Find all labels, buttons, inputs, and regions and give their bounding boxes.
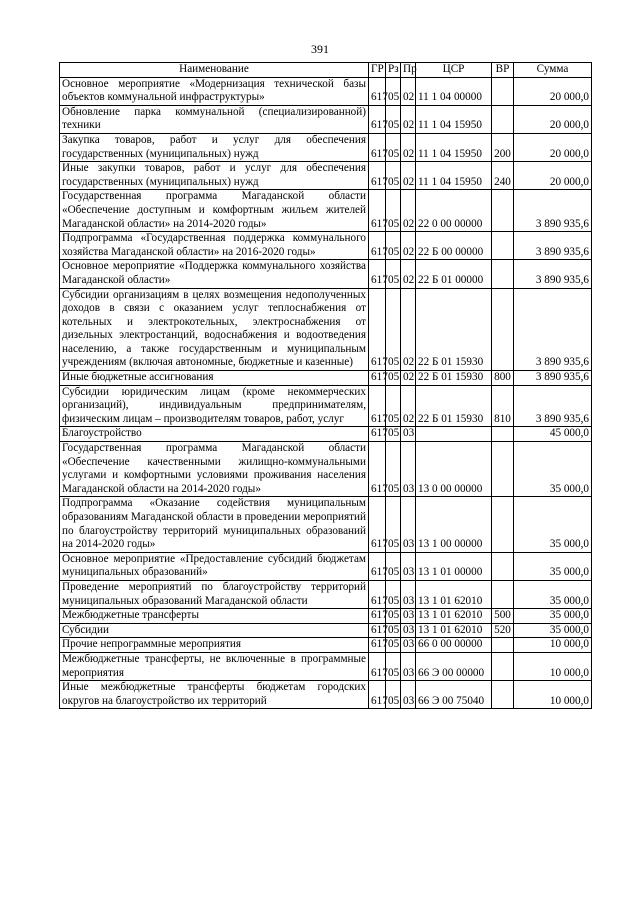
table-row [60, 371, 592, 386]
cell-name: Проведение мероприятий по благоустройству территорий муниципальных образований Магаданской области [60, 580, 369, 608]
cell-vr [492, 232, 514, 260]
cell-pr: 02 [401, 105, 416, 133]
cell-vr [492, 497, 514, 552]
page-number: 391 [311, 42, 329, 56]
cell-rz: 05 [386, 427, 401, 442]
cell-gr: 617 [369, 385, 386, 427]
table-row [60, 385, 592, 427]
cell-vr: 500 [492, 609, 514, 624]
table-row [60, 190, 592, 232]
cell-gr: 617 [369, 580, 386, 608]
cell-name: Иные закупки товаров, работ и услуг для обеспечения государственных (муниципальных) нужд [60, 162, 369, 190]
cell-rz: 05 [386, 371, 401, 386]
cell-pr: 03 [401, 652, 416, 680]
cell-sum: 3 890 935,6 [514, 385, 592, 427]
cell-gr: 617 [369, 427, 386, 442]
cell-name: Межбюджетные трансферты, не включенные в программные мероприятия [60, 652, 369, 680]
cell-name: Межбюджетные трансферты [60, 609, 369, 624]
table-row [60, 638, 592, 653]
cell-pr: 02 [401, 385, 416, 427]
cell-gr: 617 [369, 442, 386, 497]
table-row [60, 580, 592, 608]
cell-rz: 05 [386, 623, 401, 638]
cell-gr: 617 [369, 623, 386, 638]
cell-name: Государственная программа Магаданской области «Обеспечение доступным и комфортным жильем жителей Магаданской области» на 2014-2020 годы» [60, 190, 369, 232]
cell-csr: 22 0 00 00000 [416, 190, 492, 232]
cell-rz: 05 [386, 638, 401, 653]
cell-vr: 200 [492, 133, 514, 161]
cell-csr: 22 Б 00 00000 [416, 232, 492, 260]
cell-name: Обновление парка коммунальной (специализированной) техники [60, 105, 369, 133]
header-name: Наименование [60, 63, 369, 78]
cell-gr: 617 [369, 105, 386, 133]
cell-rz: 05 [386, 552, 401, 580]
cell-sum: 35 000,0 [514, 580, 592, 608]
budget-table [59, 62, 592, 709]
cell-pr: 02 [401, 77, 416, 105]
cell-csr [416, 427, 492, 442]
cell-sum: 3 890 935,6 [514, 288, 592, 371]
table-header-row [60, 63, 592, 78]
cell-sum: 35 000,0 [514, 609, 592, 624]
cell-name: Государственная программа Магаданской области «Обеспечение качественными жилищно-коммунальными услугами и комфортными условиями проживания населения Магаданской области на 2014-2020 годы» [60, 442, 369, 497]
cell-gr: 617 [369, 652, 386, 680]
cell-pr: 03 [401, 681, 416, 709]
cell-gr: 617 [369, 681, 386, 709]
cell-rz: 05 [386, 497, 401, 552]
cell-csr: 66 Э 00 00000 [416, 652, 492, 680]
cell-sum: 3 890 935,6 [514, 371, 592, 386]
cell-csr: 13 1 01 62010 [416, 609, 492, 624]
cell-sum: 10 000,0 [514, 638, 592, 653]
table-row [60, 609, 592, 624]
cell-sum: 20 000,0 [514, 105, 592, 133]
cell-rz: 05 [386, 609, 401, 624]
cell-pr: 02 [401, 232, 416, 260]
cell-rz: 05 [386, 105, 401, 133]
cell-sum: 3 890 935,6 [514, 260, 592, 288]
cell-csr: 22 Б 01 15930 [416, 288, 492, 371]
cell-name: Субсидии [60, 623, 369, 638]
cell-name: Подпрограмма «Государственная поддержка коммунального хозяйства Магаданской области» на 2016-2020 годы» [60, 232, 369, 260]
cell-sum: 3 890 935,6 [514, 190, 592, 232]
cell-pr: 03 [401, 442, 416, 497]
table-row [60, 105, 592, 133]
cell-csr: 13 1 01 62010 [416, 580, 492, 608]
cell-pr: 03 [401, 552, 416, 580]
cell-pr: 02 [401, 371, 416, 386]
cell-rz: 05 [386, 385, 401, 427]
cell-sum: 35 000,0 [514, 623, 592, 638]
cell-gr: 617 [369, 609, 386, 624]
cell-pr: 03 [401, 609, 416, 624]
cell-vr [492, 77, 514, 105]
cell-pr: 02 [401, 133, 416, 161]
cell-vr [492, 427, 514, 442]
cell-csr: 13 1 00 00000 [416, 497, 492, 552]
cell-vr [492, 681, 514, 709]
cell-gr: 617 [369, 260, 386, 288]
cell-csr: 13 1 01 62010 [416, 623, 492, 638]
cell-gr: 617 [369, 133, 386, 161]
cell-vr [492, 190, 514, 232]
header-pr: Пр [401, 63, 416, 78]
cell-rz: 05 [386, 442, 401, 497]
table-row [60, 497, 592, 552]
table-row [60, 681, 592, 709]
cell-pr: 02 [401, 190, 416, 232]
table-row [60, 77, 592, 105]
cell-name: Основное мероприятие «Модернизация технической базы объектов коммунальной инфраструктуры» [60, 77, 369, 105]
cell-vr: 800 [492, 371, 514, 386]
table-row [60, 133, 592, 161]
cell-sum: 45 000,0 [514, 427, 592, 442]
cell-gr: 617 [369, 288, 386, 371]
header-rz: Рз [386, 63, 401, 78]
table-row [60, 552, 592, 580]
cell-gr: 617 [369, 371, 386, 386]
cell-pr: 02 [401, 162, 416, 190]
table-row [60, 260, 592, 288]
cell-name: Субсидии юридическим лицам (кроме некоммерческих организаций), индивидуальным предпринимателям, физическим лицам – производителям товаров, работ, услуг [60, 385, 369, 427]
cell-vr [492, 580, 514, 608]
cell-name: Иные межбюджетные трансферты бюджетам городских округов на благоустройство их территорий [60, 681, 369, 709]
table-row [60, 442, 592, 497]
cell-name: Прочие непрограммные мероприятия [60, 638, 369, 653]
cell-csr: 11 1 04 15950 [416, 162, 492, 190]
cell-pr: 03 [401, 623, 416, 638]
cell-csr: 22 Б 01 00000 [416, 260, 492, 288]
cell-gr: 617 [369, 232, 386, 260]
cell-sum: 10 000,0 [514, 652, 592, 680]
cell-rz: 05 [386, 162, 401, 190]
cell-vr: 810 [492, 385, 514, 427]
cell-sum: 10 000,0 [514, 681, 592, 709]
cell-rz: 05 [386, 652, 401, 680]
cell-pr: 02 [401, 260, 416, 288]
cell-csr: 22 Б 01 15930 [416, 385, 492, 427]
header-csr: ЦСР [416, 63, 492, 78]
cell-sum: 20 000,0 [514, 77, 592, 105]
cell-pr: 03 [401, 497, 416, 552]
cell-rz: 05 [386, 77, 401, 105]
cell-gr: 617 [369, 190, 386, 232]
cell-gr: 617 [369, 162, 386, 190]
cell-rz: 05 [386, 260, 401, 288]
cell-csr: 11 1 04 00000 [416, 77, 492, 105]
cell-sum: 35 000,0 [514, 442, 592, 497]
cell-sum: 20 000,0 [514, 133, 592, 161]
cell-name: Субсидии организациям в целях возмещения недополученных доходов в связи с оказанием услуг теплоснабжения от котельных и электрокотельных, электроснабжения от дизельных электростанций, водоснабжения и водоотведения населению, а также государственным и муниципальным учреждениям (включая автономные, бюджетные и казенные) [60, 288, 369, 371]
table-row [60, 162, 592, 190]
header-gr: ГР [369, 63, 386, 78]
cell-pr: 03 [401, 427, 416, 442]
cell-name: Благоустройство [60, 427, 369, 442]
cell-name: Закупка товаров, работ и услуг для обеспечения государственных (муниципальных) нужд [60, 133, 369, 161]
cell-vr [492, 442, 514, 497]
cell-gr: 617 [369, 497, 386, 552]
cell-gr: 617 [369, 638, 386, 653]
table-row [60, 652, 592, 680]
cell-name: Иные бюджетные ассигнования [60, 371, 369, 386]
cell-csr: 13 0 00 00000 [416, 442, 492, 497]
table-row [60, 623, 592, 638]
cell-rz: 05 [386, 580, 401, 608]
cell-sum: 35 000,0 [514, 497, 592, 552]
header-sum: Сумма [514, 63, 592, 78]
cell-pr: 03 [401, 638, 416, 653]
cell-vr [492, 652, 514, 680]
cell-pr: 03 [401, 580, 416, 608]
cell-rz: 05 [386, 681, 401, 709]
cell-name: Подпрограмма «Оказание содействия муниципальным образованиям Магаданской области в проведении мероприятий по благоустройству территорий муниципальных образований на 2014-2020 годы» [60, 497, 369, 552]
cell-gr: 617 [369, 552, 386, 580]
cell-name: Основное мероприятие «Предоставление субсидий бюджетам муниципальных образований» [60, 552, 369, 580]
cell-sum: 3 890 935,6 [514, 232, 592, 260]
cell-vr [492, 288, 514, 371]
cell-csr: 13 1 01 00000 [416, 552, 492, 580]
cell-vr: 520 [492, 623, 514, 638]
cell-gr: 617 [369, 77, 386, 105]
cell-vr [492, 105, 514, 133]
cell-vr: 240 [492, 162, 514, 190]
cell-vr [492, 638, 514, 653]
cell-sum: 20 000,0 [514, 162, 592, 190]
cell-csr: 11 1 04 15950 [416, 105, 492, 133]
cell-vr [492, 552, 514, 580]
cell-rz: 05 [386, 190, 401, 232]
cell-rz: 05 [386, 133, 401, 161]
table-row [60, 427, 592, 442]
cell-vr [492, 260, 514, 288]
cell-rz: 05 [386, 288, 401, 371]
cell-pr: 02 [401, 288, 416, 371]
table-row [60, 288, 592, 371]
cell-csr: 11 1 04 15950 [416, 133, 492, 161]
cell-sum: 35 000,0 [514, 552, 592, 580]
cell-csr: 22 Б 01 15930 [416, 371, 492, 386]
cell-name: Основное мероприятие «Поддержка коммунального хозяйства Магаданской области» [60, 260, 369, 288]
cell-rz: 05 [386, 232, 401, 260]
header-vr: ВР [492, 63, 514, 78]
cell-csr: 66 Э 00 75040 [416, 681, 492, 709]
table-body [60, 77, 592, 709]
table-row [60, 232, 592, 260]
cell-csr: 66 0 00 00000 [416, 638, 492, 653]
